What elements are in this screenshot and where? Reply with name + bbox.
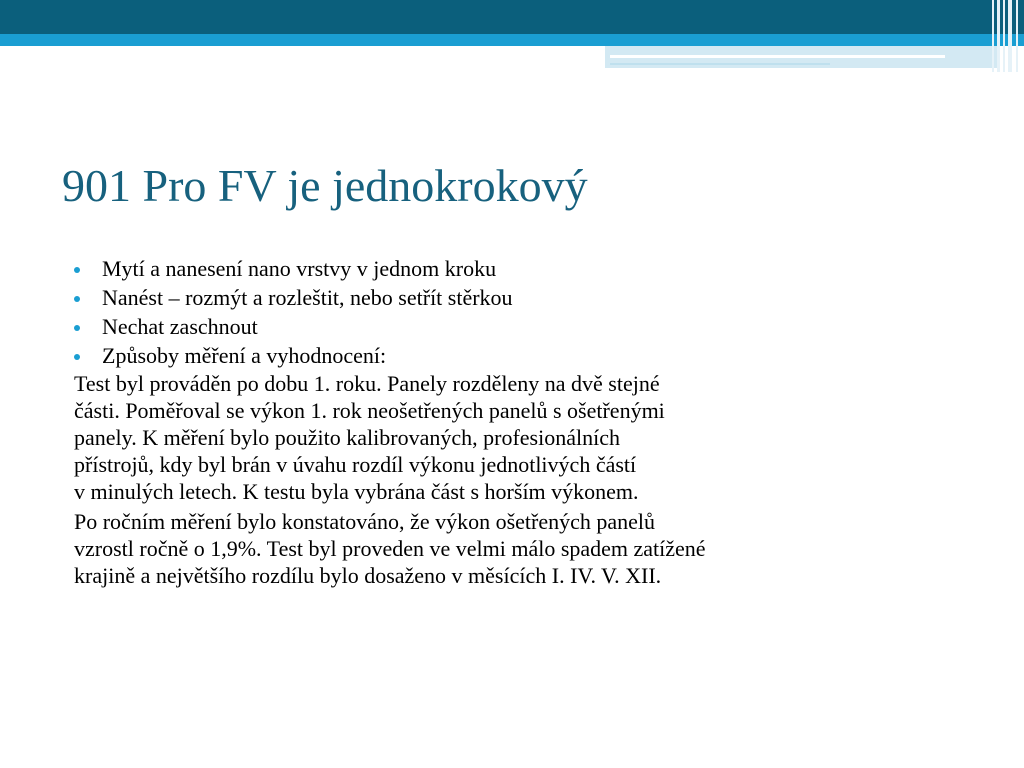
bullet-dot-icon (74, 325, 80, 331)
paragraph-line: vzrostl ročně o 1,9%. Test byl proveden ve velmi málo spadem zatížené (74, 536, 706, 561)
slide-content (74, 254, 974, 589)
bullet-list (74, 254, 974, 370)
bullet-dot-icon (74, 296, 80, 302)
paragraph-line: panely. K měření bylo použito kalibrovaných, profesionálních (74, 425, 620, 450)
bullet-item (74, 283, 974, 312)
slide-title: 901 Pro FV je jednokrokový (62, 160, 588, 211)
header-stripes (990, 0, 1024, 72)
results-paragraph (74, 508, 974, 589)
bullet-text: Způsoby měření a vyhodnocení: (102, 343, 387, 368)
bullet-text: Nechat zaschnout (102, 314, 258, 339)
header-banner-line (610, 55, 945, 58)
paragraph-line: Test byl prováděn po dobu 1. roku. Panely rozděleny na dvě stejné (74, 371, 660, 396)
bullet-text: Nanést – rozmýt a rozleštit, nebo setřít stěrkou (102, 285, 513, 310)
paragraph-line: přístrojů, kdy byl brán v úvahu rozdíl výkonu jednotlivých částí (74, 452, 637, 477)
paragraph-line: části. Poměřoval se výkon 1. rok neošetřených panelů s ošetřenými (74, 398, 665, 423)
paragraph-line: v minulých letech. K testu byla vybrána část s horším výkonem. (74, 479, 639, 504)
header-banner-dark (0, 0, 1024, 34)
bullet-item (74, 312, 974, 341)
bullet-dot-icon (74, 267, 80, 273)
paragraph-line: krajině a největšího rozdílu bylo dosaženo v měsících I. IV. V. XII. (74, 563, 662, 588)
test-description-paragraph (74, 370, 974, 505)
bullet-text: Mytí a nanesení nano vrstvy v jednom kroku (102, 256, 497, 281)
bullet-item (74, 341, 974, 370)
paragraph-line: Po ročním měření bylo konstatováno, že výkon ošetřených panelů (74, 509, 656, 534)
bullet-item (74, 254, 974, 283)
header-banner-light (0, 34, 1024, 46)
bullet-dot-icon (74, 354, 80, 360)
header-banner-line-secondary (610, 63, 830, 65)
